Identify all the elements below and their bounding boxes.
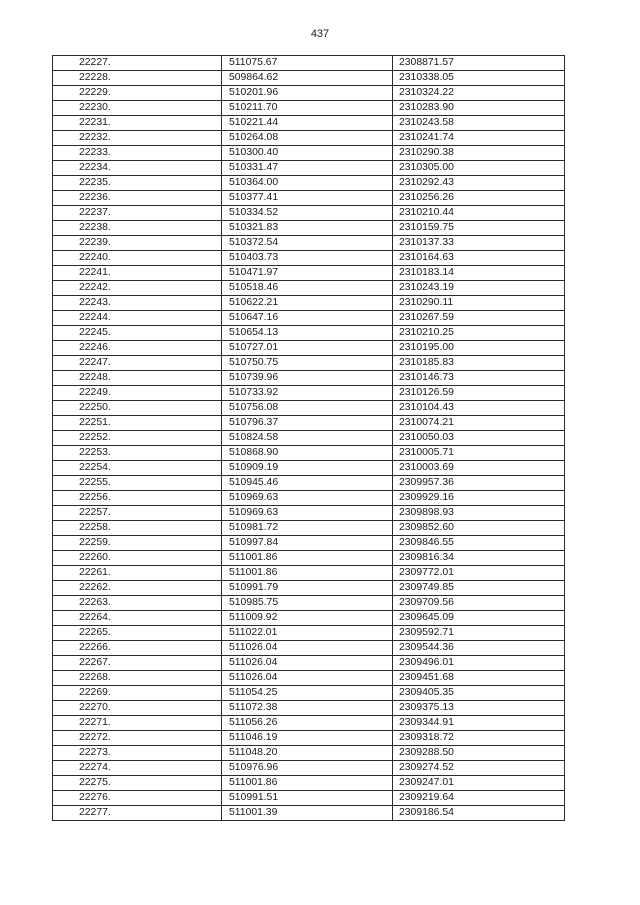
- point-number-cell: 22277.: [53, 806, 222, 821]
- x-coordinate-cell: 511026.04: [222, 671, 393, 686]
- table-row: [53, 551, 565, 566]
- x-coordinate-cell: 510372.54: [222, 236, 393, 251]
- x-coordinate-cell: 510727.01: [222, 341, 393, 356]
- x-coordinate-cell: 510945.46: [222, 476, 393, 491]
- table-row: [53, 101, 565, 116]
- table-row: [53, 476, 565, 491]
- x-coordinate-cell: 510331.47: [222, 161, 393, 176]
- point-number-cell: 22276.: [53, 791, 222, 806]
- table-row: [53, 626, 565, 641]
- table-row: [53, 206, 565, 221]
- x-coordinate-cell: 510622.21: [222, 296, 393, 311]
- point-number-cell: 22231.: [53, 116, 222, 131]
- point-number-cell: 22262.: [53, 581, 222, 596]
- point-number-cell: 22270.: [53, 701, 222, 716]
- x-coordinate-cell: 510647.16: [222, 311, 393, 326]
- point-number-cell: 22246.: [53, 341, 222, 356]
- point-number-cell: 22253.: [53, 446, 222, 461]
- point-number-cell: 22235.: [53, 176, 222, 191]
- table-row: [53, 761, 565, 776]
- point-number-cell: 22268.: [53, 671, 222, 686]
- table-row: [53, 776, 565, 791]
- x-coordinate-cell: 510377.41: [222, 191, 393, 206]
- y-coordinate-cell: 2309898.93: [393, 506, 565, 521]
- point-number-cell: 22258.: [53, 521, 222, 536]
- table-row: [53, 266, 565, 281]
- point-number-cell: 22241.: [53, 266, 222, 281]
- point-number-cell: 22274.: [53, 761, 222, 776]
- y-coordinate-cell: 2309375.13: [393, 701, 565, 716]
- x-coordinate-cell: 510654.13: [222, 326, 393, 341]
- x-coordinate-cell: 510824.58: [222, 431, 393, 446]
- point-number-cell: 22236.: [53, 191, 222, 206]
- y-coordinate-cell: 2309219.64: [393, 791, 565, 806]
- y-coordinate-cell: 2310290.38: [393, 146, 565, 161]
- y-coordinate-cell: 2310146.73: [393, 371, 565, 386]
- point-number-cell: 22250.: [53, 401, 222, 416]
- x-coordinate-cell: 510300.40: [222, 146, 393, 161]
- x-coordinate-cell: 511026.04: [222, 641, 393, 656]
- point-number-cell: 22247.: [53, 356, 222, 371]
- y-coordinate-cell: 2309592.71: [393, 626, 565, 641]
- table-row: [53, 386, 565, 401]
- y-coordinate-cell: 2310005.71: [393, 446, 565, 461]
- table-row: [53, 161, 565, 176]
- table-row: [53, 326, 565, 341]
- table-row: [53, 791, 565, 806]
- table-row: [53, 521, 565, 536]
- y-coordinate-cell: 2310210.25: [393, 326, 565, 341]
- y-coordinate-cell: 2310338.05: [393, 71, 565, 86]
- table-row: [53, 656, 565, 671]
- y-coordinate-cell: 2310305.00: [393, 161, 565, 176]
- x-coordinate-cell: 510796.37: [222, 416, 393, 431]
- x-coordinate-cell: 511072.38: [222, 701, 393, 716]
- x-coordinate-cell: 510221.44: [222, 116, 393, 131]
- x-coordinate-cell: 510733.92: [222, 386, 393, 401]
- x-coordinate-cell: 511001.86: [222, 776, 393, 791]
- y-coordinate-cell: 2309929.16: [393, 491, 565, 506]
- x-coordinate-cell: 510321.83: [222, 221, 393, 236]
- x-coordinate-cell: 510756.08: [222, 401, 393, 416]
- y-coordinate-cell: 2310256.26: [393, 191, 565, 206]
- y-coordinate-cell: 2309645.09: [393, 611, 565, 626]
- table-row: [53, 506, 565, 521]
- point-number-cell: 22252.: [53, 431, 222, 446]
- x-coordinate-cell: 511001.86: [222, 551, 393, 566]
- x-coordinate-cell: 510264.08: [222, 131, 393, 146]
- table-row: [53, 446, 565, 461]
- x-coordinate-cell: 510868.90: [222, 446, 393, 461]
- y-coordinate-cell: 2310126.59: [393, 386, 565, 401]
- y-coordinate-cell: 2309496.01: [393, 656, 565, 671]
- y-coordinate-cell: 2309709.56: [393, 596, 565, 611]
- table-row: [53, 296, 565, 311]
- table-row: [53, 131, 565, 146]
- table-row: [53, 716, 565, 731]
- x-coordinate-cell: 510981.72: [222, 521, 393, 536]
- point-number-cell: 22266.: [53, 641, 222, 656]
- point-number-cell: 22242.: [53, 281, 222, 296]
- point-number-cell: 22257.: [53, 506, 222, 521]
- table-row: [53, 611, 565, 626]
- y-coordinate-cell: 2310292.43: [393, 176, 565, 191]
- table-row: [53, 116, 565, 131]
- y-coordinate-cell: 2310243.58: [393, 116, 565, 131]
- x-coordinate-cell: 510750.75: [222, 356, 393, 371]
- y-coordinate-cell: 2308871.57: [393, 56, 565, 71]
- y-coordinate-cell: 2309288.50: [393, 746, 565, 761]
- point-number-cell: 22259.: [53, 536, 222, 551]
- point-number-cell: 22238.: [53, 221, 222, 236]
- x-coordinate-cell: 511048.20: [222, 746, 393, 761]
- point-number-cell: 22271.: [53, 716, 222, 731]
- table-row: [53, 731, 565, 746]
- y-coordinate-cell: 2310159.75: [393, 221, 565, 236]
- x-coordinate-cell: 510211.70: [222, 101, 393, 116]
- point-number-cell: 22264.: [53, 611, 222, 626]
- y-coordinate-cell: 2310137.33: [393, 236, 565, 251]
- table-row: [53, 371, 565, 386]
- table-row: [53, 341, 565, 356]
- point-number-cell: 22240.: [53, 251, 222, 266]
- y-coordinate-cell: 2309318.72: [393, 731, 565, 746]
- x-coordinate-cell: 510471.97: [222, 266, 393, 281]
- y-coordinate-cell: 2310074.21: [393, 416, 565, 431]
- point-number-cell: 22255.: [53, 476, 222, 491]
- coordinates-table: [52, 55, 565, 821]
- y-coordinate-cell: 2310267.59: [393, 311, 565, 326]
- y-coordinate-cell: 2310104.43: [393, 401, 565, 416]
- point-number-cell: 22249.: [53, 386, 222, 401]
- point-number-cell: 22227.: [53, 56, 222, 71]
- y-coordinate-cell: 2310290.11: [393, 296, 565, 311]
- table-row: [53, 686, 565, 701]
- y-coordinate-cell: 2309344.91: [393, 716, 565, 731]
- table-row: [53, 671, 565, 686]
- point-number-cell: 22251.: [53, 416, 222, 431]
- table-row: [53, 86, 565, 101]
- point-number-cell: 22254.: [53, 461, 222, 476]
- point-number-cell: 22234.: [53, 161, 222, 176]
- x-coordinate-cell: 510909.19: [222, 461, 393, 476]
- point-number-cell: 22269.: [53, 686, 222, 701]
- coordinates-table-body: [53, 56, 565, 821]
- point-number-cell: 22233.: [53, 146, 222, 161]
- point-number-cell: 22230.: [53, 101, 222, 116]
- table-row: [53, 236, 565, 251]
- point-number-cell: 22260.: [53, 551, 222, 566]
- table-row: [53, 191, 565, 206]
- table-row: [53, 746, 565, 761]
- table-row: [53, 701, 565, 716]
- y-coordinate-cell: 2310185.83: [393, 356, 565, 371]
- point-number-cell: 22267.: [53, 656, 222, 671]
- x-coordinate-cell: 511022.01: [222, 626, 393, 641]
- table-row: [53, 401, 565, 416]
- x-coordinate-cell: 511026.04: [222, 656, 393, 671]
- y-coordinate-cell: 2310003.69: [393, 461, 565, 476]
- x-coordinate-cell: 510201.96: [222, 86, 393, 101]
- table-row: [53, 221, 565, 236]
- y-coordinate-cell: 2310164.63: [393, 251, 565, 266]
- table-row: [53, 806, 565, 821]
- table-row: [53, 146, 565, 161]
- y-coordinate-cell: 2309772.01: [393, 566, 565, 581]
- y-coordinate-cell: 2309846.55: [393, 536, 565, 551]
- x-coordinate-cell: 510985.75: [222, 596, 393, 611]
- table-row: [53, 71, 565, 86]
- table-row: [53, 251, 565, 266]
- point-number-cell: 22275.: [53, 776, 222, 791]
- y-coordinate-cell: 2310243.19: [393, 281, 565, 296]
- x-coordinate-cell: 511009.92: [222, 611, 393, 626]
- y-coordinate-cell: 2309405.35: [393, 686, 565, 701]
- table-row: [53, 416, 565, 431]
- table-row: [53, 581, 565, 596]
- point-number-cell: 22261.: [53, 566, 222, 581]
- table-row: [53, 641, 565, 656]
- point-number-cell: 22229.: [53, 86, 222, 101]
- x-coordinate-cell: 510976.96: [222, 761, 393, 776]
- x-coordinate-cell: 511001.39: [222, 806, 393, 821]
- x-coordinate-cell: 510334.52: [222, 206, 393, 221]
- y-coordinate-cell: 2309247.01: [393, 776, 565, 791]
- point-number-cell: 22263.: [53, 596, 222, 611]
- table-row: [53, 596, 565, 611]
- y-coordinate-cell: 2309544.36: [393, 641, 565, 656]
- y-coordinate-cell: 2309451.68: [393, 671, 565, 686]
- point-number-cell: 22243.: [53, 296, 222, 311]
- table-row: [53, 431, 565, 446]
- table-row: [53, 536, 565, 551]
- x-coordinate-cell: 511054.25: [222, 686, 393, 701]
- x-coordinate-cell: 510997.84: [222, 536, 393, 551]
- table-row: [53, 461, 565, 476]
- table-row: [53, 311, 565, 326]
- x-coordinate-cell: 510364.00: [222, 176, 393, 191]
- point-number-cell: 22245.: [53, 326, 222, 341]
- x-coordinate-cell: 510518.46: [222, 281, 393, 296]
- x-coordinate-cell: 510991.79: [222, 581, 393, 596]
- y-coordinate-cell: 2309749.85: [393, 581, 565, 596]
- point-number-cell: 22273.: [53, 746, 222, 761]
- y-coordinate-cell: 2309957.36: [393, 476, 565, 491]
- x-coordinate-cell: 510969.63: [222, 506, 393, 521]
- point-number-cell: 22244.: [53, 311, 222, 326]
- y-coordinate-cell: 2310210.44: [393, 206, 565, 221]
- x-coordinate-cell: 509864.62: [222, 71, 393, 86]
- x-coordinate-cell: 510403.73: [222, 251, 393, 266]
- point-number-cell: 22228.: [53, 71, 222, 86]
- table-row: [53, 491, 565, 506]
- y-coordinate-cell: 2309816.34: [393, 551, 565, 566]
- table-row: [53, 356, 565, 371]
- y-coordinate-cell: 2310241.74: [393, 131, 565, 146]
- point-number-cell: 22232.: [53, 131, 222, 146]
- y-coordinate-cell: 2310050.03: [393, 431, 565, 446]
- x-coordinate-cell: 510991.51: [222, 791, 393, 806]
- y-coordinate-cell: 2310183.14: [393, 266, 565, 281]
- point-number-cell: 22272.: [53, 731, 222, 746]
- y-coordinate-cell: 2309186.54: [393, 806, 565, 821]
- x-coordinate-cell: 510739.96: [222, 371, 393, 386]
- page-number: 437: [310, 28, 330, 40]
- table-row: [53, 281, 565, 296]
- point-number-cell: 22248.: [53, 371, 222, 386]
- x-coordinate-cell: 511046.19: [222, 731, 393, 746]
- x-coordinate-cell: 510969.63: [222, 491, 393, 506]
- point-number-cell: 22265.: [53, 626, 222, 641]
- y-coordinate-cell: 2310324.22: [393, 86, 565, 101]
- point-number-cell: 22256.: [53, 491, 222, 506]
- y-coordinate-cell: 2309274.52: [393, 761, 565, 776]
- y-coordinate-cell: 2310195.00: [393, 341, 565, 356]
- y-coordinate-cell: 2310283.90: [393, 101, 565, 116]
- table-row: [53, 566, 565, 581]
- x-coordinate-cell: 511056.26: [222, 716, 393, 731]
- x-coordinate-cell: 511001.86: [222, 566, 393, 581]
- y-coordinate-cell: 2309852.60: [393, 521, 565, 536]
- table-row: [53, 176, 565, 191]
- table-row: [53, 56, 565, 71]
- point-number-cell: 22237.: [53, 206, 222, 221]
- x-coordinate-cell: 511075.67: [222, 56, 393, 71]
- point-number-cell: 22239.: [53, 236, 222, 251]
